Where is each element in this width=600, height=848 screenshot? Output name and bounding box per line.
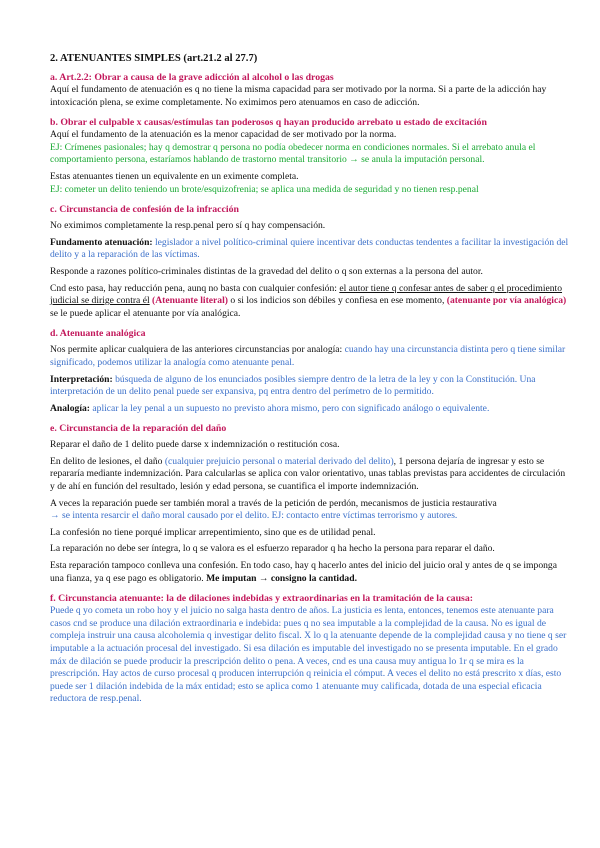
paragraph-b: Aquí el fundamento de la atenuación es la menor capacidad de ser motivado por la norma. [50, 129, 397, 141]
fundamento-text: legislador a nivel político-criminal quiere incentivar dets conductas tendentes a facilitar la investigación del delito y a la reparación de las víctimas. [50, 236, 569, 261]
c3-part-b: o si los indicios son débiles y confiesa en ese momento, [227, 295, 447, 307]
analogia-label: Analogía: [50, 402, 90, 414]
c3-part-a: Cnd esto pasa, hay reducción pena, aunq no basta con cualquier confesión: [50, 282, 340, 294]
paragraph-c3 [50, 283, 570, 321]
section-d [50, 327, 570, 415]
d1-text: Nos permite aplicar cualquiera de las anteriores circunstancias por analogía: [50, 344, 345, 356]
section-e [50, 422, 570, 585]
section-a [50, 71, 570, 109]
heading-c: c. Circunstancia de confesión de la infracción [50, 204, 239, 216]
e6-bold: Me imputan → consigno la cantidad. [206, 572, 357, 584]
paragraph-d1 [50, 344, 570, 369]
section-f [50, 592, 570, 706]
section-title: 2. ATENUANTES SIMPLES (art.21.2 al 27.7) [50, 53, 258, 64]
e2-blue: (cualquier prejuicio personal o material derivado del delito) [164, 455, 394, 467]
paragraph-c2: Responde a razones político-criminales distintas de la gravedad del delito o q son externas a la persona del autor. [50, 265, 483, 277]
section-c [50, 203, 570, 320]
fundamento-label: Fundamento atenuación: [50, 236, 153, 248]
paragraph-e3-blue: → se intenta resarcir el daño moral causado por el delito. EJ: contacto entre víctimas terrorismo y autores. [50, 510, 458, 522]
paragraph-d-analogia [50, 403, 570, 416]
c3-part-c: se le puede aplicar el atenuante por vía analógica. [50, 307, 241, 319]
paragraph-e1: Reparar el daño de 1 delito puede darse x indemnización o restitución cosa. [50, 439, 340, 451]
paragraph-e3: A veces la reparación puede ser también moral a través de la petición de perdón, mecanismos de justicia restaurativa [50, 497, 497, 509]
c3-atenuante-literal: (Atenuante literal) [149, 295, 228, 307]
c3-underlined: el autor tiene q confesar antes de saber q el procedimiento judicial se dirige contra él [50, 282, 563, 307]
paragraph-e6 [50, 560, 570, 585]
heading-d: d. Atenuante analógica [50, 328, 146, 340]
paragraph-c1: No eximimos completamente la resp.penal pero sí q hay compensación. [50, 220, 326, 232]
e2-part-b: , 1 persona dejaría de ingresar y esto se repararía mediante indemnización. Para calcularlas se aplica con valor orientativo, unas tablas previstas para accidentes de circulación y de ahí en función del resultado, lesión y edad persona, se cuantifica el importe indemnización. [50, 455, 566, 493]
analogia-text: aplicar la ley penal a un supuesto no previsto ahora mismo, pero con significado análogo o equivalente. [89, 402, 490, 414]
paragraph-b2: Estas atenuantes tienen un equivalente en un eximente completa. [50, 170, 299, 182]
paragraph-f: Puede q yo cometa un robo hoy y el juicio no salga hasta dentro de años. La justicia es lenta, entonces, tenemos este atenuante para casos cnd se produce una dilación extraordinaria e indebida: pues q no sea imputable a la complejidad de la causa. No es igual de compleja instruir una causa alcoholemia q investigar delito fiscal. X lo q la atenuante depende de la complejidad causa y no tiene q ser imputable a la actuación procesal del investigado. Si esa dilación es imputable del investigado no se presenta imputable. En el grado máx de dilación se puede producir la prescripción delito o pena. A veces, cnd es una causa muy antigua lo 1r q se mira es la prescripción. Hay actos de curso procesal q producen interrupción q reinicia el cómput. A veces el delito no está prescrito x días, esto puede ser 1 dilación indebida de la máx entidad; esto se aplica como 1 atenuante muy calificada, dotada de una especial eficacia reductora de resp.penal. [50, 605, 567, 705]
e6-part-a: Esta reparación tampoco conlleva una confesión. En todo caso, hay q hacerlo antes del inicio del juicio oral y antes de q se imponga una fianza, ya q ese pago es obligatorio. [50, 560, 557, 584]
e2-part-a: En delito de lesiones, el daño [50, 455, 165, 467]
paragraph-c-fundamento [50, 237, 570, 262]
interpretacion-label: Interpretación: [50, 373, 113, 385]
paragraph-d-interpretacion [50, 374, 570, 399]
paragraph-e5: La reparación no debe ser íntegra, lo q se valora es el esfuerzo reparador q ha hecho la persona para reparar el daño. [50, 543, 495, 555]
heading-f: f. Circunstancia atenuante: la de dilaciones indebidas y extraordinarias en la tramitación de la causa: [50, 593, 473, 605]
paragraph-e4: La confesión no tiene porqué implicar arrepentimiento, sino que es de utilidad penal. [50, 526, 376, 538]
heading-b: b. Obrar el culpable x causas/estímulas tan poderosos q hayan producido arrebato u estado de excitación [50, 117, 487, 129]
heading-a: a. Art.2.2: Obrar a causa de la grave adicción al alcohol o las drogas [50, 72, 334, 83]
section-b [50, 116, 570, 196]
heading-e: e. Circunstancia de la reparación del daño [50, 423, 227, 435]
example-b1: EJ: Crímenes pasionales; hay q demostrar q persona no podía obedecer norma en condiciones normales. Si el arrebato anula el comportamiento persona, estaríamos hablando de trastorno mental transitorio → se anula la imputación personal. [50, 141, 536, 166]
paragraph-a: Aquí el fundamento de atenuación es q no tiene la misma capacidad para ser motivado por la norma. Si a parte de la adicción hay intoxicación plena, se exime completamente. No eximimos pero atenuamos en caso de adicción. [50, 84, 547, 108]
d1-blue-text: cuando hay una circunstancia distinta pero q tiene similar significado, podemos utilizar la analogía como atenuante penal. [50, 344, 566, 368]
paragraph-e2 [50, 456, 570, 494]
c3-atenuante-analogica: (atenuante por vía analógica) [446, 295, 567, 307]
interpretacion-text: búsqueda de alguno de los enunciados posibles siempre dentro de la letra de la ley y con la Constitución. Una interpretación de un delito penal puede ser expansiva, pq entra dentro del perímetro de lo permitido. [50, 373, 536, 398]
example-b2: EJ: cometer un delito teniendo un brote/esquizofrenia; se aplica una medida de seguridad y no tienen resp.penal [50, 183, 479, 195]
